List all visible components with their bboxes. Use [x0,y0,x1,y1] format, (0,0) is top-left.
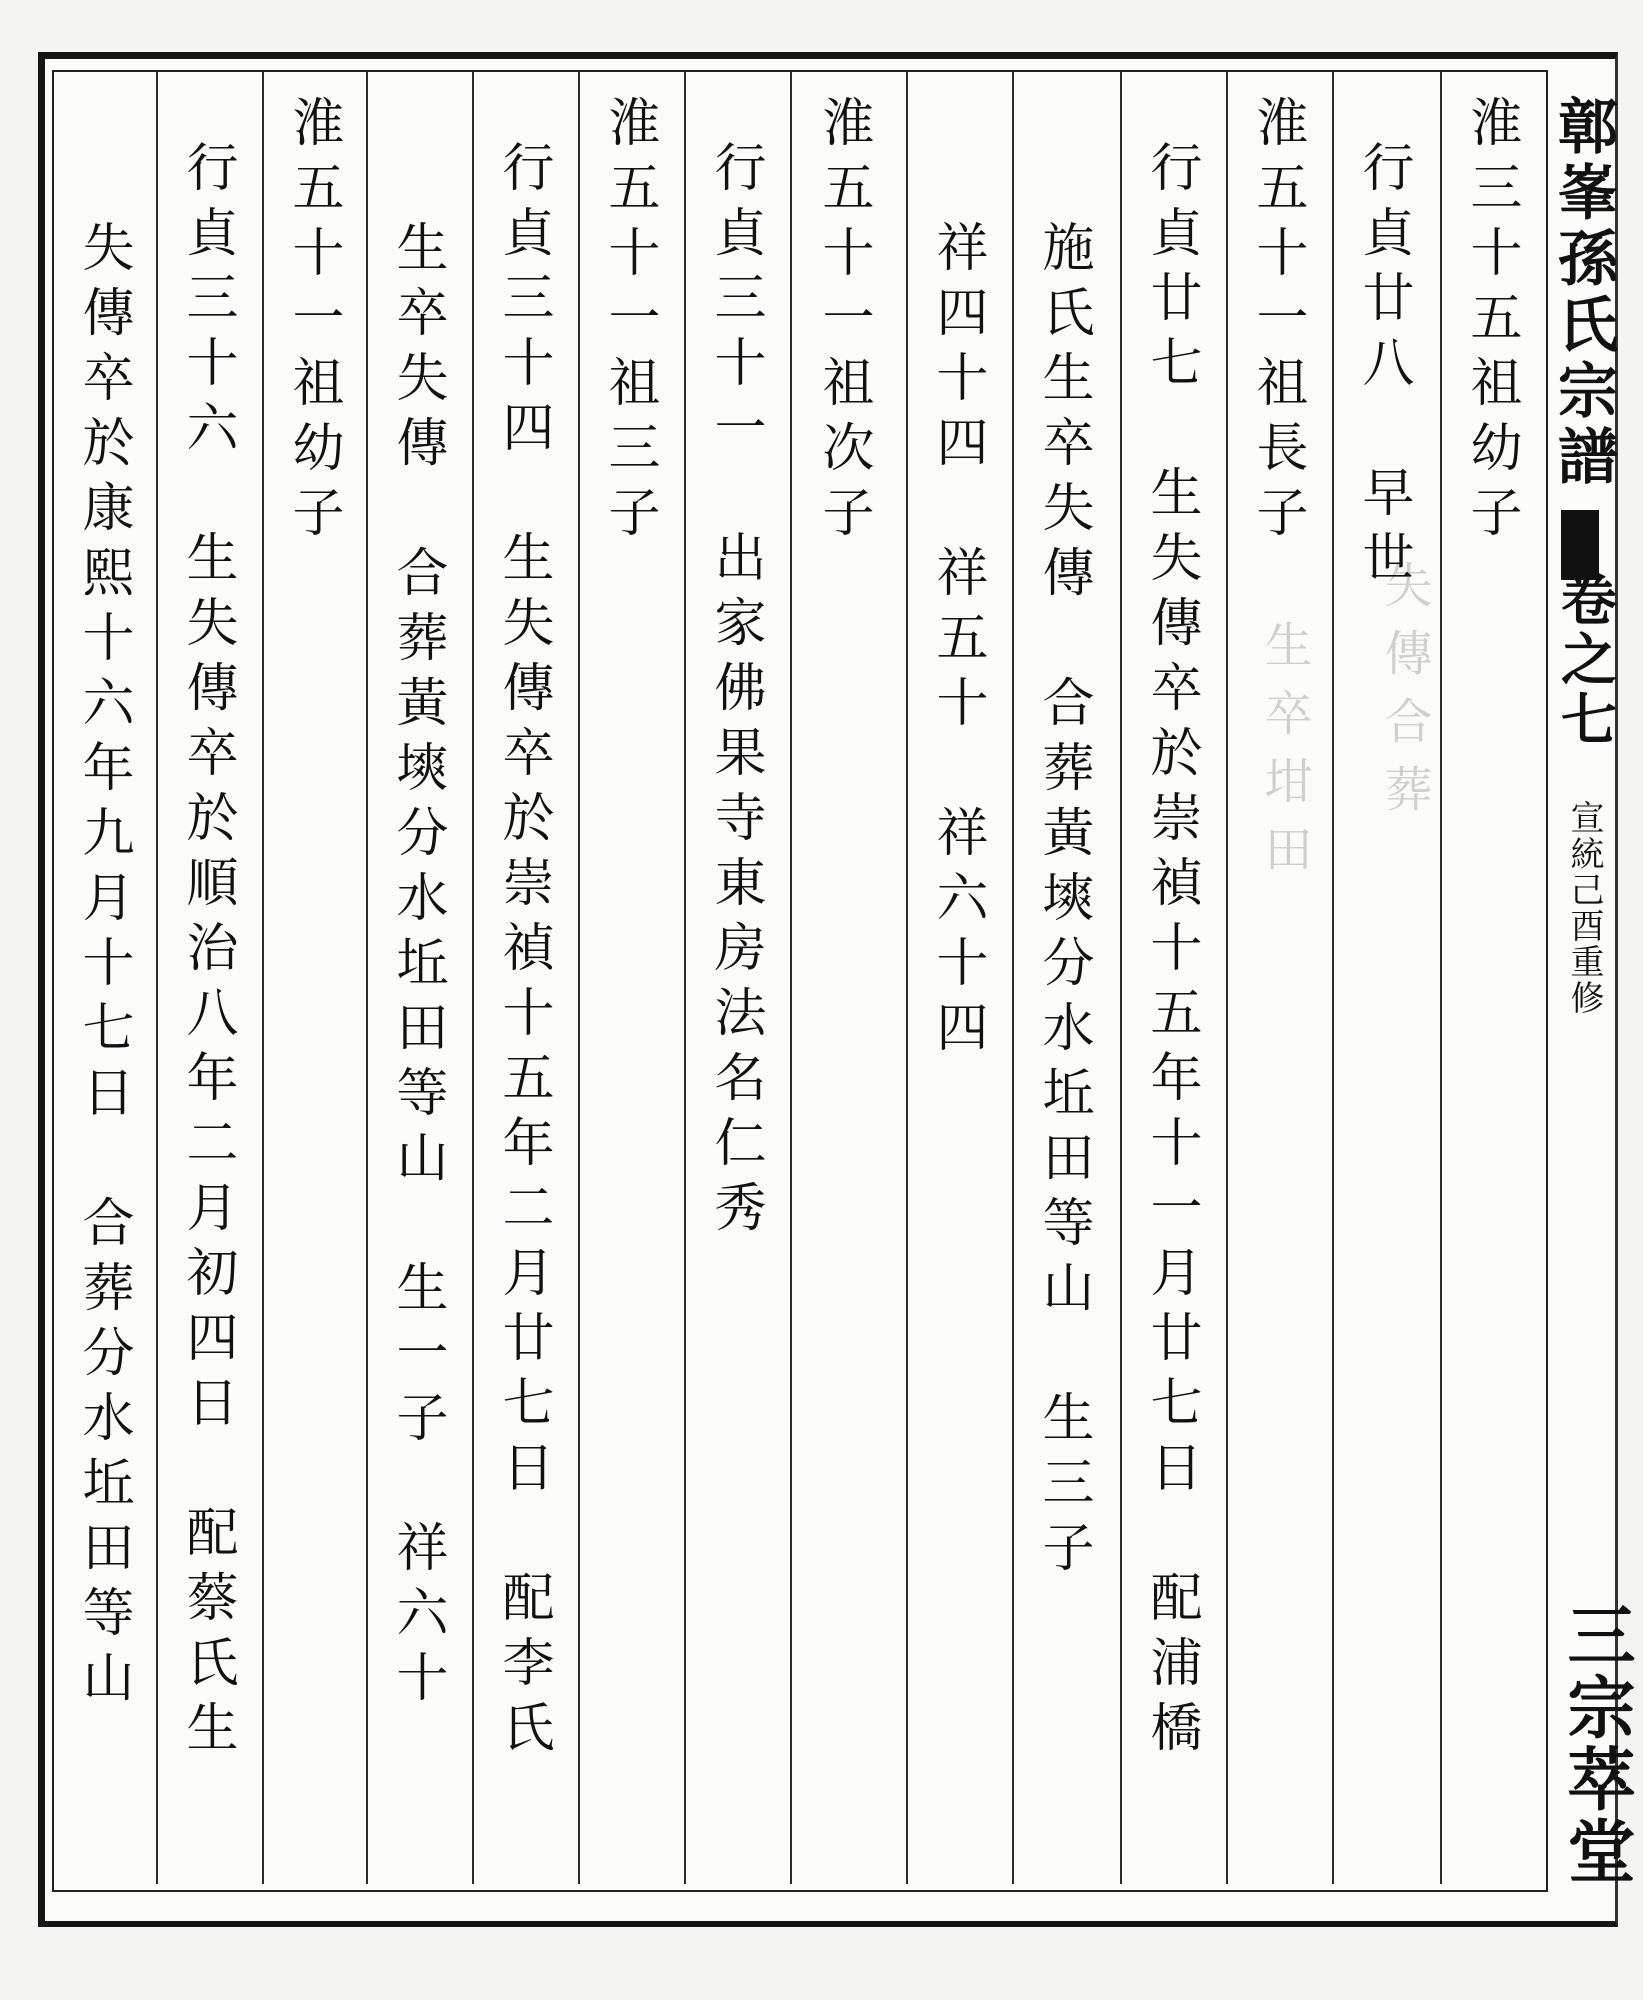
hall-name: 三宗萃堂 [1556,1600,1636,1888]
text-column: 淮三十五祖幼子 [1461,95,1521,550]
text-column: 行貞廿七 生失傳卒於崇禎十五年十一月廿七日 配浦橋 [1141,140,1201,1765]
text-column: 施氏生卒失傳 合葬黃塽分水坵田等山 生三子 [1033,220,1093,1585]
text-column: 生卒失傳 合葬黃塽分水坵田等山 生一子 祥六十 [387,220,447,1715]
text-column: 行貞三十四 生失傳卒於崇禎十五年二月廿七日 配李氏 [493,140,553,1765]
column-rule [1012,72,1014,1884]
text-column: 淮五十一祖幼子 [283,95,343,550]
column-rule [684,72,686,1884]
text-block-border [52,70,1548,1892]
volume-label: 卷之七 [1552,570,1618,750]
text-column: 行貞廿八 早世 [1353,140,1413,595]
text-column: 淮五十一祖三子 [599,95,659,550]
column-rule [1226,72,1228,1884]
bleed-through-text: 失傳合葬 [1376,560,1432,832]
column-rule [578,72,580,1884]
column-rule [472,72,474,1884]
column-rule [1440,72,1442,1884]
column-rule [906,72,908,1884]
column-rule [790,72,792,1884]
column-rule [1332,72,1334,1884]
column-rule [1120,72,1122,1884]
book-title: 鄣峯孫氏宗譜 [1548,95,1618,491]
bleed-through-text: 生卒坩田 [1256,620,1312,892]
text-column: 淮五十一祖次子 [813,95,873,550]
text-column: 行貞三十一 出家佛果寺東房法名仁秀 [705,140,765,1245]
column-rule [366,72,368,1884]
text-column: 淮五十一祖長子 [1247,95,1307,550]
column-rule [156,72,158,1884]
text-column: 祥四十四 祥五十 祥六十四 [927,220,987,1065]
edition-note: 宣統己酉重修 [1564,800,1604,1016]
column-rule [262,72,264,1884]
text-column: 失傳卒於康熙十六年九月十七日 合葬分水坵田等山 [73,220,133,1715]
text-column: 行貞三十六 生失傳卒於順治八年二月初四日 配蔡氏生 [177,140,237,1765]
